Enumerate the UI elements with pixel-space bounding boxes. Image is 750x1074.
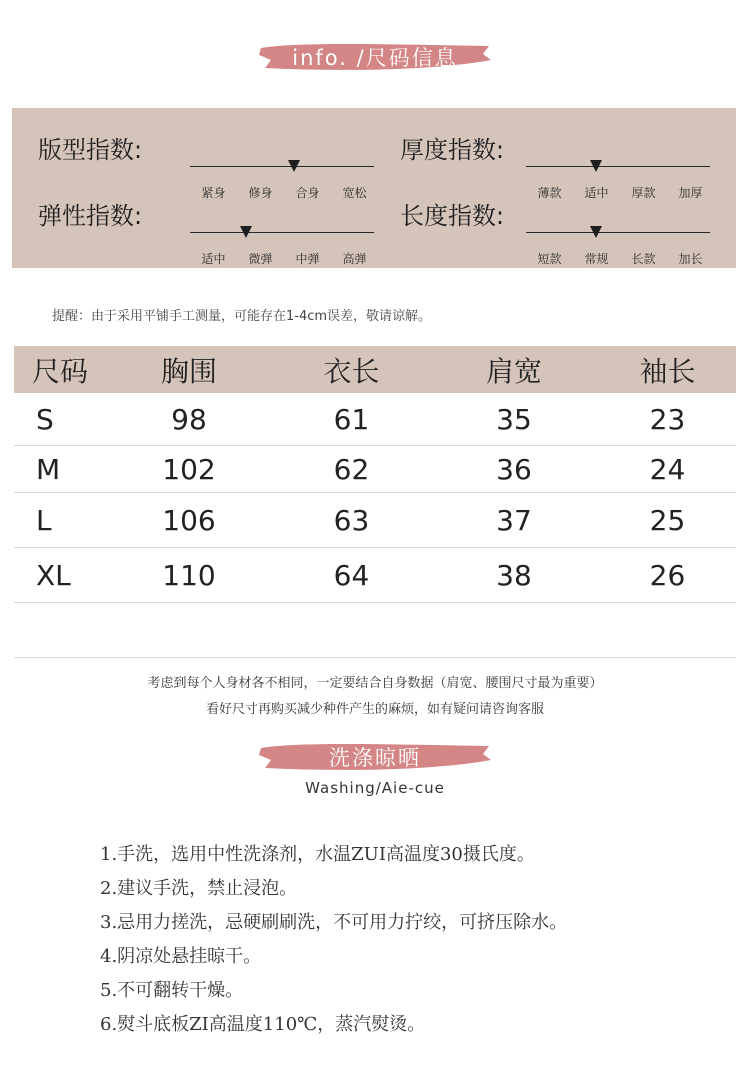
fit-option: 短款: [537, 252, 562, 266]
table-cell: L: [36, 503, 52, 537]
table-row: [14, 446, 736, 493]
header-cell: 尺码: [32, 354, 89, 388]
header-cell: 肩宽: [485, 354, 542, 388]
fit-option: 中弹: [295, 252, 320, 266]
header-cell: 袖长: [639, 354, 696, 388]
list-item: 5.不可翻转干燥。: [100, 980, 244, 1001]
table-cell: 37: [496, 503, 532, 537]
fit-option: 厚款: [631, 186, 656, 200]
table-cell: 25: [649, 503, 686, 537]
table-cell: S: [36, 402, 54, 436]
fit-index-scale: [190, 232, 374, 233]
fit-option: 紧身: [201, 186, 226, 200]
table-cell: 64: [333, 558, 370, 592]
fit-option: 加长: [678, 252, 703, 266]
wash-instructions: [100, 838, 567, 1042]
fit-option: 常规: [584, 252, 609, 266]
fit-option: 薄款: [537, 186, 562, 200]
size-table-header: [14, 346, 736, 393]
table-cell: 62: [333, 452, 370, 486]
list-item: 4.阴凉处悬挂晾干。: [100, 946, 262, 967]
list-item: 2.建议手洗，禁止浸泡。: [100, 878, 298, 899]
fit-index-label: 长度指数:: [400, 202, 505, 230]
fit-index-length: [400, 196, 740, 266]
fit-index-scale: [190, 166, 374, 167]
info-banner: [257, 40, 493, 74]
selected-marker-icon: [240, 226, 252, 238]
list-item: 6.熨斗底板ZI高温度110℃，蒸汽熨烫。: [100, 1014, 426, 1035]
table-cell: XL: [36, 558, 71, 592]
divider: [14, 657, 736, 658]
wash-banner-title: 洗涤晾晒: [329, 746, 421, 770]
fit-option: 适中: [201, 252, 226, 266]
advice-text: 考虑到每个人身材各不相同，一定要结合自身数据（肩宽、腰围尺寸最为重要）: [147, 676, 603, 691]
header-cell: 胸围: [160, 354, 217, 388]
fit-option: 微弹: [248, 252, 273, 266]
list-item: 3.忌用力搓洗，忌硬刷刷洗，不可用力拧绞，可挤压除水。: [100, 912, 568, 933]
fit-option: 修身: [248, 186, 273, 200]
table-cell: M: [36, 452, 61, 486]
size-table: [14, 346, 736, 603]
table-row: [14, 548, 736, 603]
table-cell: 63: [333, 503, 370, 537]
fit-index-panel: [12, 108, 736, 268]
table-cell: 24: [649, 452, 686, 486]
selected-marker-icon: [590, 160, 602, 172]
table-cell: 110: [162, 558, 216, 592]
header-cell: 衣长: [323, 354, 380, 388]
table-cell: 35: [496, 402, 532, 436]
fit-index-elasticity: [38, 196, 378, 266]
fit-option: 高弹: [342, 252, 367, 266]
selected-marker-icon: [590, 226, 602, 238]
fit-index-label: 厚度指数:: [400, 136, 505, 164]
selected-marker-icon: [288, 160, 300, 172]
fit-index-scale: [526, 166, 710, 167]
wash-subtitle: Washing/Aie-cue: [305, 779, 445, 797]
fit-index-options: [190, 250, 378, 267]
fit-option: 加厚: [678, 186, 703, 200]
fit-index-thickness: [400, 130, 740, 200]
fit-option: 宽松: [342, 186, 367, 200]
fit-index-scale: [526, 232, 710, 233]
wash-banner: [257, 740, 493, 774]
fit-index-label: 版型指数:: [38, 136, 143, 164]
table-cell: 36: [496, 452, 532, 486]
table-row: [14, 393, 736, 446]
fit-option: 适中: [584, 186, 609, 200]
list-item: 1.手洗，选用中性洗涤剂，水温ZUI高温度30摄氏度。: [100, 844, 535, 865]
advice-text: 看好尺寸再购买减少种件产生的麻烦，如有疑问请咨询客服: [205, 702, 544, 717]
table-cell: 98: [171, 402, 207, 436]
table-row: [14, 493, 736, 548]
fit-index-style: [38, 130, 378, 200]
table-cell: 106: [162, 503, 216, 537]
table-cell: 102: [162, 452, 216, 486]
table-cell: 38: [496, 558, 532, 592]
info-banner-title: info. /尺码信息: [292, 46, 458, 70]
fit-option: 长款: [631, 252, 656, 266]
table-cell: 26: [649, 558, 686, 592]
table-cell: 61: [333, 402, 370, 436]
table-cell: 23: [649, 402, 686, 436]
fit-index-label: 弹性指数:: [38, 202, 143, 230]
fit-index-options: [526, 250, 714, 267]
fit-option: 合身: [295, 186, 320, 200]
measurement-note: 提醒：由于采用平铺手工测量，可能存在1-4cm误差，敬请谅解。: [52, 309, 432, 324]
